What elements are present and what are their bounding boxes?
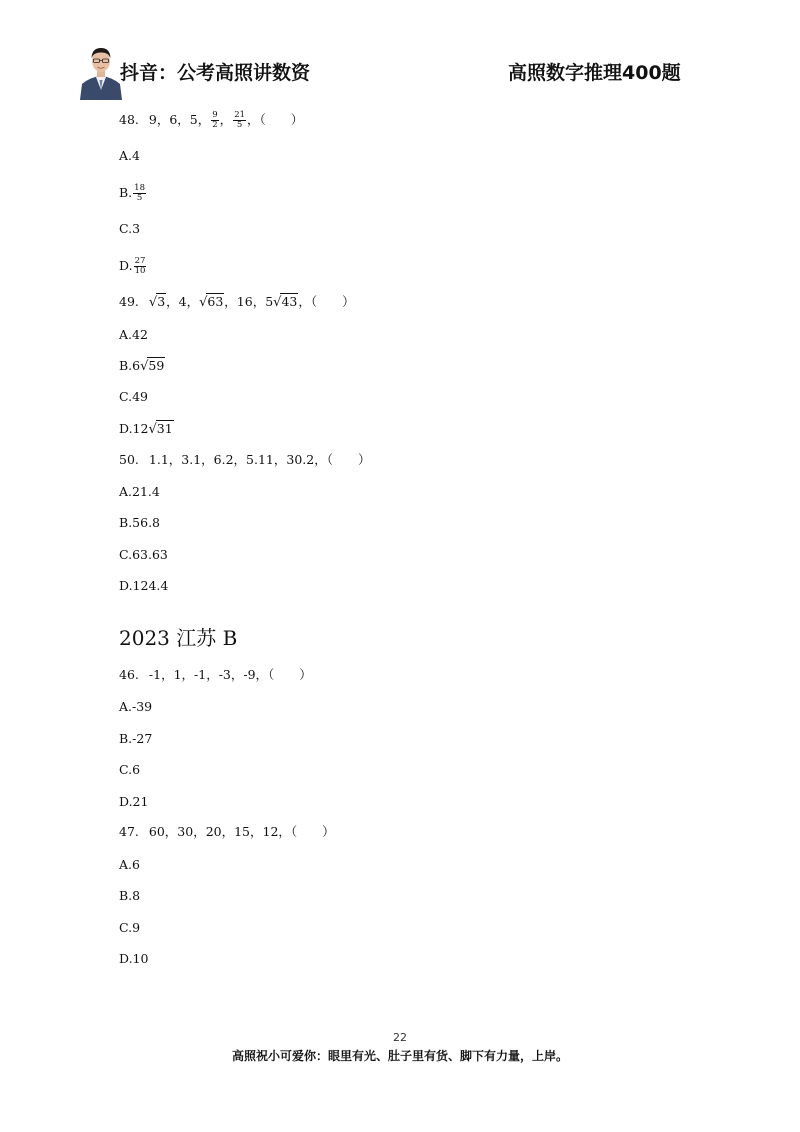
sequence-text: -1，1，-1，-3，-9，（ ） xyxy=(148,667,312,682)
question-number: 48. xyxy=(119,112,139,127)
option-a: A.4 xyxy=(119,148,140,163)
option-b: B. $\frac{18}{5}$ xyxy=(119,183,145,203)
option-c: C.6 xyxy=(119,762,141,777)
question-number: 50. xyxy=(119,452,139,467)
header-left-title: 抖音：公考高照讲数资 xyxy=(120,62,311,84)
header-right-title: 高照数字推理400题 xyxy=(508,62,681,84)
option-c: C.49 xyxy=(119,389,148,404)
option-c: C.63.63 xyxy=(119,547,168,562)
question-47-stem xyxy=(119,822,335,842)
question-48-stem: 48. 9，6，5， $\frac{9}{2}$ ， $\frac{21}{5}$ ，（ ） xyxy=(119,110,304,130)
fraction: $\frac{21}{5}$ xyxy=(234,110,246,130)
option-c: C.9 xyxy=(119,920,141,935)
square-root: √63 xyxy=(199,294,224,310)
square-root: √3 xyxy=(148,294,166,310)
option-a: A.-39 xyxy=(119,699,153,714)
option-d: D.21 xyxy=(119,794,149,809)
question-number: 49. xyxy=(119,294,139,309)
option-a: A.21.4 xyxy=(119,484,160,499)
option-b: B.8 xyxy=(119,888,141,903)
page-number: 22 xyxy=(393,1031,407,1044)
option-c: C.3 xyxy=(119,221,141,236)
option-a: A.6 xyxy=(119,857,140,872)
question-50-stem xyxy=(119,450,370,470)
footer-slogan: 高照祝小可爱你：眼里有光、肚子里有货、脚下有力量，上岸。 xyxy=(231,1049,568,1063)
fraction: $\frac{9}{2}$ xyxy=(212,110,218,130)
square-root: √31 xyxy=(148,421,173,437)
option-b: B.6√59 xyxy=(119,356,165,377)
option-d: D.10 xyxy=(119,951,149,966)
option-a: A.42 xyxy=(119,327,148,342)
square-root: √59 xyxy=(140,358,165,374)
sequence-text: 60，30，20，15，12，（ ） xyxy=(148,824,335,839)
author-avatar xyxy=(78,44,124,100)
section-title: 2023 江苏 B xyxy=(119,626,238,650)
fraction: $\frac{18}{5}$ xyxy=(134,183,145,203)
square-root: √43 xyxy=(273,294,298,310)
question-number: 47. xyxy=(119,824,139,839)
option-b: B.-27 xyxy=(119,731,153,746)
question-46-stem xyxy=(119,665,312,685)
sequence-text: 9，6，5， xyxy=(148,112,211,127)
sequence-text: 1.1，3.1，6.2，5.11，30.2，（ ） xyxy=(148,452,371,467)
fraction: $\frac{27}{10}$ xyxy=(134,256,146,276)
option-b: B.56.8 xyxy=(119,515,160,530)
option-d: D.12√31 xyxy=(119,419,174,440)
question-49-stem: 49. √3，4，√63，16，5√43，（ ） xyxy=(119,292,355,313)
page-header xyxy=(0,0,800,110)
question-number: 46. xyxy=(119,667,139,682)
option-d: D.124.4 xyxy=(119,578,169,593)
option-d: D. $\frac{27}{10}$ xyxy=(119,256,146,276)
